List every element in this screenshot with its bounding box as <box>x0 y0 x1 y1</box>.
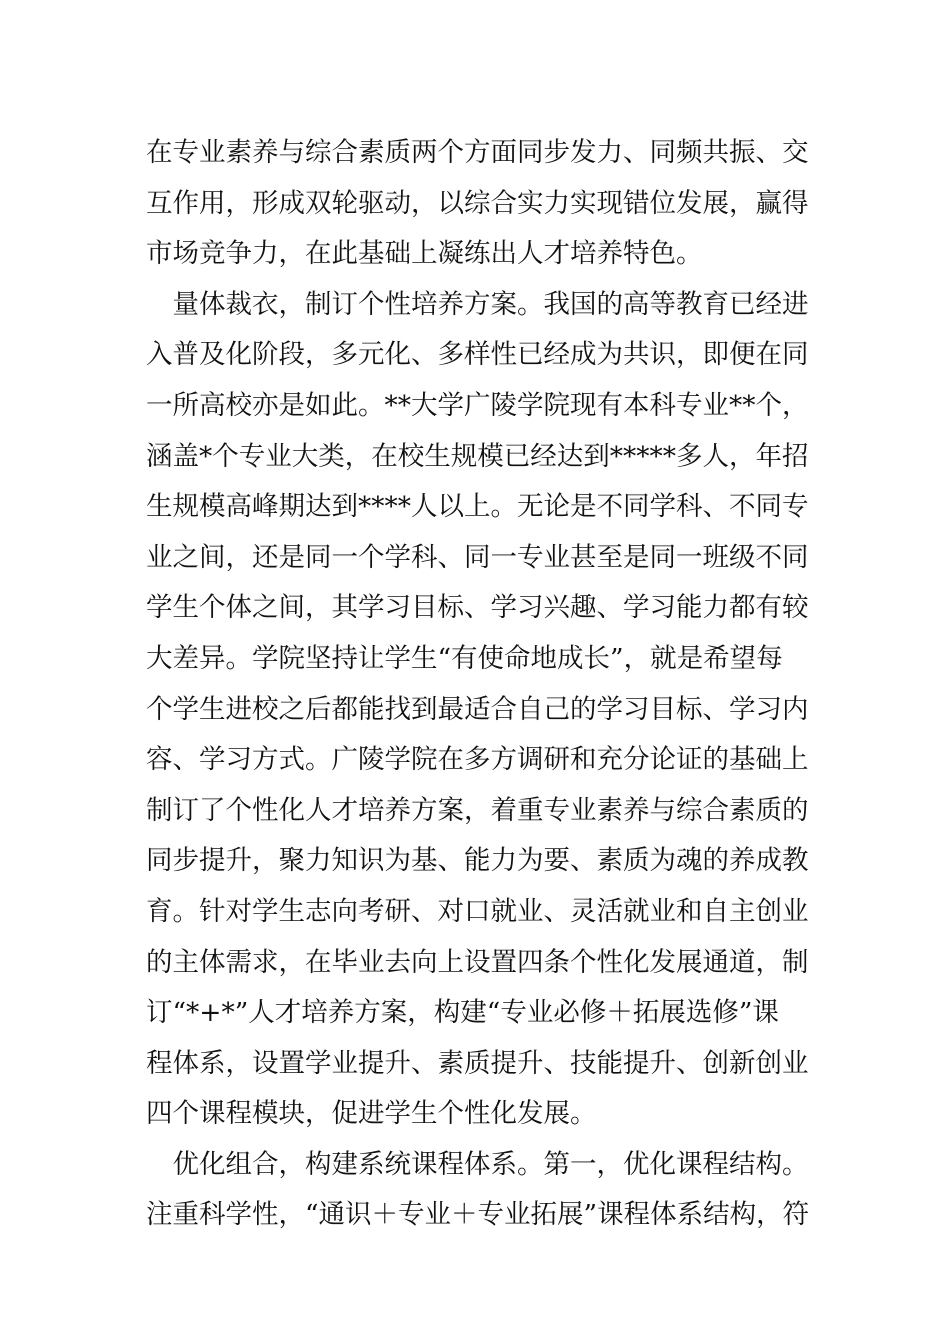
text-line-12: 个学生进校之后都能找到最适合自己的学习目标、学习内 <box>146 693 809 725</box>
text-line-9: 业之间，还是同一个学科、同一专业甚至是同一班级不同 <box>146 541 809 573</box>
text-line-10: 学生个体之间，其学习目标、学习兴趣、学习能力都有较 <box>146 592 809 624</box>
text-line-21: 优化组合，构建系统课程体系。第一，优化课程结构。 <box>146 1148 809 1180</box>
text-line-19: 程体系，设置学业提升、素质提升、技能提升、创新创业 <box>146 1047 809 1079</box>
text-line-3: 市场竞争力，在此基础上凝练出人才培养特色。 <box>146 238 703 270</box>
text-line-13: 容、学习方式。广陵学院在多方调研和充分论证的基础上 <box>146 744 809 776</box>
text-line-15: 同步提升，聚力知识为基、能力为要、素质为魂的养成教 <box>146 845 809 877</box>
text-line-14: 制订了个性化人才培养方案，着重专业素养与综合素质的 <box>146 794 809 826</box>
text-line-22: 注重科学性，“通识＋专业＋专业拓展”课程体系结构，符 <box>146 1199 810 1231</box>
text-line-17: 的主体需求，在毕业去向上设置四条个性化发展通道，制 <box>146 946 809 978</box>
text-line-6: 一所高校亦是如此。**大学广陵学院现有本科专业**个， <box>146 389 809 421</box>
text-line-7: 涵盖*个专业大类，在校生规模已经达到*****多人，年招 <box>146 440 809 472</box>
text-line-1: 在专业素养与综合素质两个方面同步发力、同频共振、交 <box>146 137 809 168</box>
text-line-11: 大差异。学院坚持让学生“有使命地成长”，就是希望每 <box>146 642 783 674</box>
text-line-5: 入普及化阶段，多元化、多样性已经成为共识，即便在同 <box>146 339 809 371</box>
text-line-4: 量体裁衣，制订个性培养方案。我国的高等教育已经进 <box>146 288 809 320</box>
text-line-18: 订“*+*”人才培养方案，构建“专业必修＋拓展选修”课 <box>146 997 779 1029</box>
text-line-20: 四个课程模块，促进学生个性化发展。 <box>146 1098 597 1130</box>
document-body <box>146 128 808 1241</box>
text-line-16: 育。针对学生志向考研、对口就业、灵活就业和自主创业 <box>146 895 809 927</box>
text-line-8: 生规模高峰期达到****人以上。无论是不同学科、不同专 <box>146 491 809 523</box>
text-line-2: 互作用，形成双轮驱动，以综合实力实现错位发展，赢得 <box>146 187 809 219</box>
